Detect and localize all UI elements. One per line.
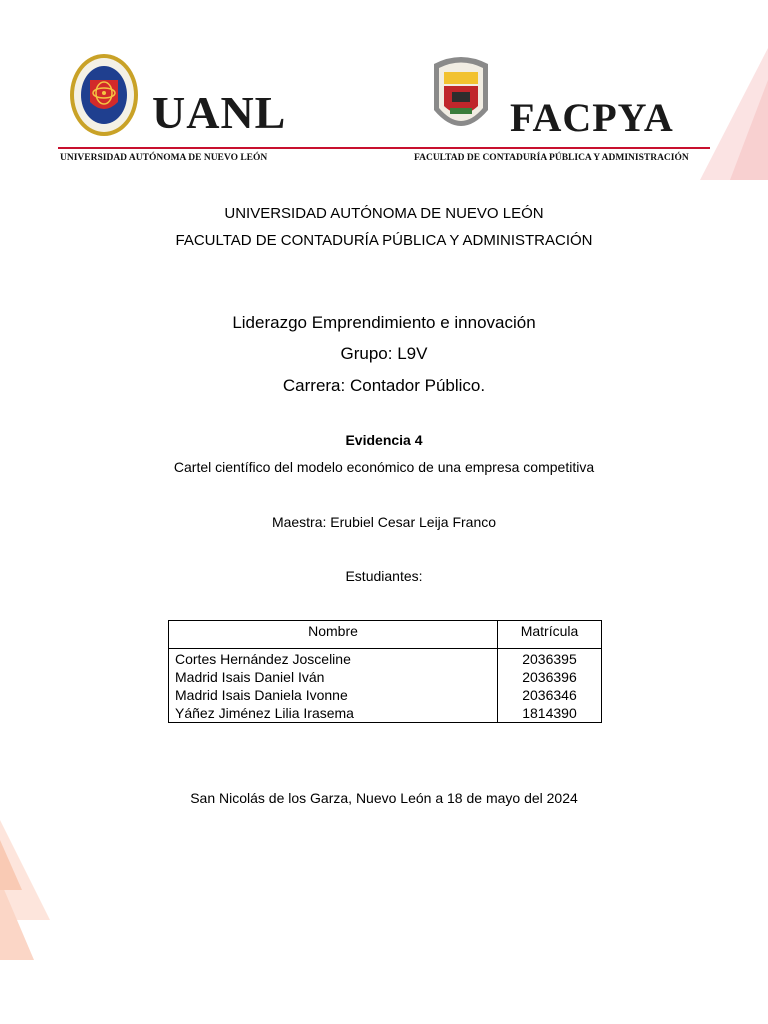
table-row [169, 704, 602, 723]
course-career: Carrera: Contador Público. [282, 376, 486, 395]
place-and-date: San Nicolás de los Garza, Nuevo León a 18 de mayo del 2024 [190, 790, 578, 806]
table-row [169, 649, 602, 669]
course-subject: Liderazgo Emprendimiento e innovación [232, 313, 536, 332]
students-label: Estudiantes: [345, 568, 423, 584]
assignment-title: Evidencia 4 [345, 432, 423, 448]
assignment-description: Cartel científico del modelo económico de una empresa competitiva [173, 459, 595, 475]
column-header-id: Matrícula [498, 621, 602, 649]
uanl-wordmark: UANL [152, 87, 287, 138]
student-id: 2036396 [498, 668, 602, 686]
facpya-seal-icon [430, 54, 492, 138]
table-row [169, 668, 602, 686]
student-name: Madrid Isais Daniela Ivonne [169, 686, 498, 704]
student-id: 1814390 [498, 704, 602, 723]
faculty-name: FACULTAD DE CONTADURÍA PÚBLICA Y ADMINISTRACIÓN [175, 232, 593, 249]
header-divider [58, 147, 710, 149]
decorative-triangles-bottom-left [0, 820, 60, 960]
teacher-name: Maestra: Erubiel Cesar Leija Franco [271, 514, 497, 530]
uanl-subtitle: UNIVERSIDAD AUTÓNOMA DE NUEVO LEÓN [60, 153, 268, 163]
table-header-row [169, 621, 602, 649]
uanl-seal-icon [68, 52, 140, 138]
course-group: Grupo: L9V [340, 344, 428, 363]
facpya-wordmark: FACPYA [510, 95, 674, 140]
student-id: 2036395 [498, 649, 602, 669]
column-header-name: Nombre [169, 621, 498, 649]
student-name: Yáñez Jiménez Lilia Irasema [169, 704, 498, 723]
student-name: Cortes Hernández Josceline [169, 649, 498, 669]
student-id: 2036346 [498, 686, 602, 704]
students-table [168, 620, 602, 723]
university-name: UNIVERSIDAD AUTÓNOMA DE NUEVO LEÓN [224, 205, 544, 222]
facpya-subtitle: FACULTAD DE CONTADURÍA PÚBLICA Y ADMINISTRACIÓN [414, 153, 689, 163]
table-row [169, 686, 602, 704]
student-name: Madrid Isais Daniel Iván [169, 668, 498, 686]
